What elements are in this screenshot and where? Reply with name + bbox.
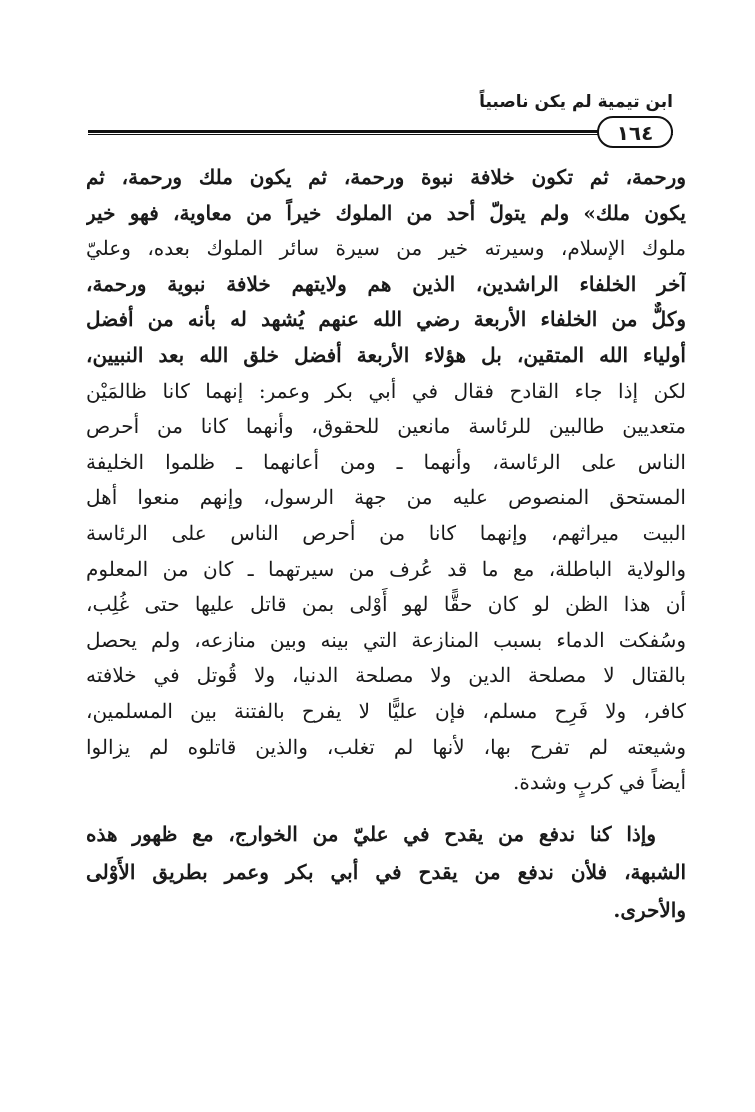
- text-line: الناس على الرئاسة، وأنهما ـ ومن أعانهما ـ ظلموا الخليفة: [86, 449, 686, 474]
- text-line: لكن إذا جاء القادح فقال في أبي بكر وعمر: إنهما كانا ظالمَيْن: [86, 378, 686, 403]
- running-title: ابن تيمية لم يكن ناصبياً: [479, 92, 673, 112]
- text-line: كافر، ولا فَرِح مسلم، فإن عليًّا لا يفرح بالفتنة بين المسلمين،: [86, 698, 686, 723]
- text-line: وإذا كنا ندفع من يقدح في عليّ من الخوارج، مع ظهور هذه: [86, 821, 656, 846]
- text-line: متعديين طالبين للرئاسة مانعين للحقوق، وأنهما كانا من أحرص: [86, 414, 686, 439]
- text-line: المستحق المنصوص عليه من جهة الرسول، وإنهم منعوا أهل: [86, 485, 686, 510]
- page-number: ١٦٤: [597, 116, 673, 148]
- text-line: ورحمة، ثم تكون خلافة نبوة ورحمة، ثم يكون ملك ورحمة، ثم: [86, 165, 686, 189]
- text-line: أولياء الله المتقين، بل هؤلاء الأربعة أفضل خلق الله بعد النبيين،: [86, 342, 686, 367]
- text-line: بالقتال لا مصلحة الدين ولا مصلحة الدنيا، ولا قُوتل في خلافته: [86, 663, 686, 688]
- text-line: والولاية الباطلة، مع ما قد عُرف من سيرتهما ـ كان من المعلوم: [86, 556, 686, 581]
- text-line: وشيعته لم تفرح بها، لأنها لم تغلب، والذين قاتلوه لم يزالوا: [86, 734, 686, 759]
- text-line: يكون ملك» ولم يتولّ أحد من الملوك خيراً من معاوية، فهو خير: [86, 200, 686, 225]
- text-line: ملوك الإسلام، وسيرته خير من سيرة سائر الملوك بعده، وعليّ: [86, 236, 686, 261]
- text-line: الشبهة، فلأن ندفع من يقدح في أبي بكر وعمر بطريق الأَوْلى: [86, 859, 686, 884]
- text-line: آخر الخلفاء الراشدين، الذين هم ولايتهم خلافة نبوية ورحمة،: [86, 271, 686, 296]
- paragraph-1: [86, 160, 686, 801]
- text-line: وسُفكت الدماء بسبب المنازعة التي بينه وبين منازعه، ولم يحصل: [86, 627, 686, 652]
- text-line: والأحرى.: [613, 897, 686, 922]
- paragraph-2: [86, 815, 686, 929]
- text-line: وكلٌّ من الخلفاء الأربعة رضي الله عنهم يُشهد له بأنه من أفضل: [86, 307, 686, 332]
- body-text: [86, 160, 686, 929]
- text-line: البيت ميراثهم، وإنهما كانا من أحرص الناس على الرئاسة: [86, 520, 686, 545]
- text-line: أيضاً في كربٍ وشدة.: [513, 770, 686, 795]
- text-line: أن هذا الظن لو كان حقًّا لهو أَوْلى بمن قاتل عليها حتى غُلِب،: [86, 592, 686, 617]
- header-rule: [88, 130, 673, 135]
